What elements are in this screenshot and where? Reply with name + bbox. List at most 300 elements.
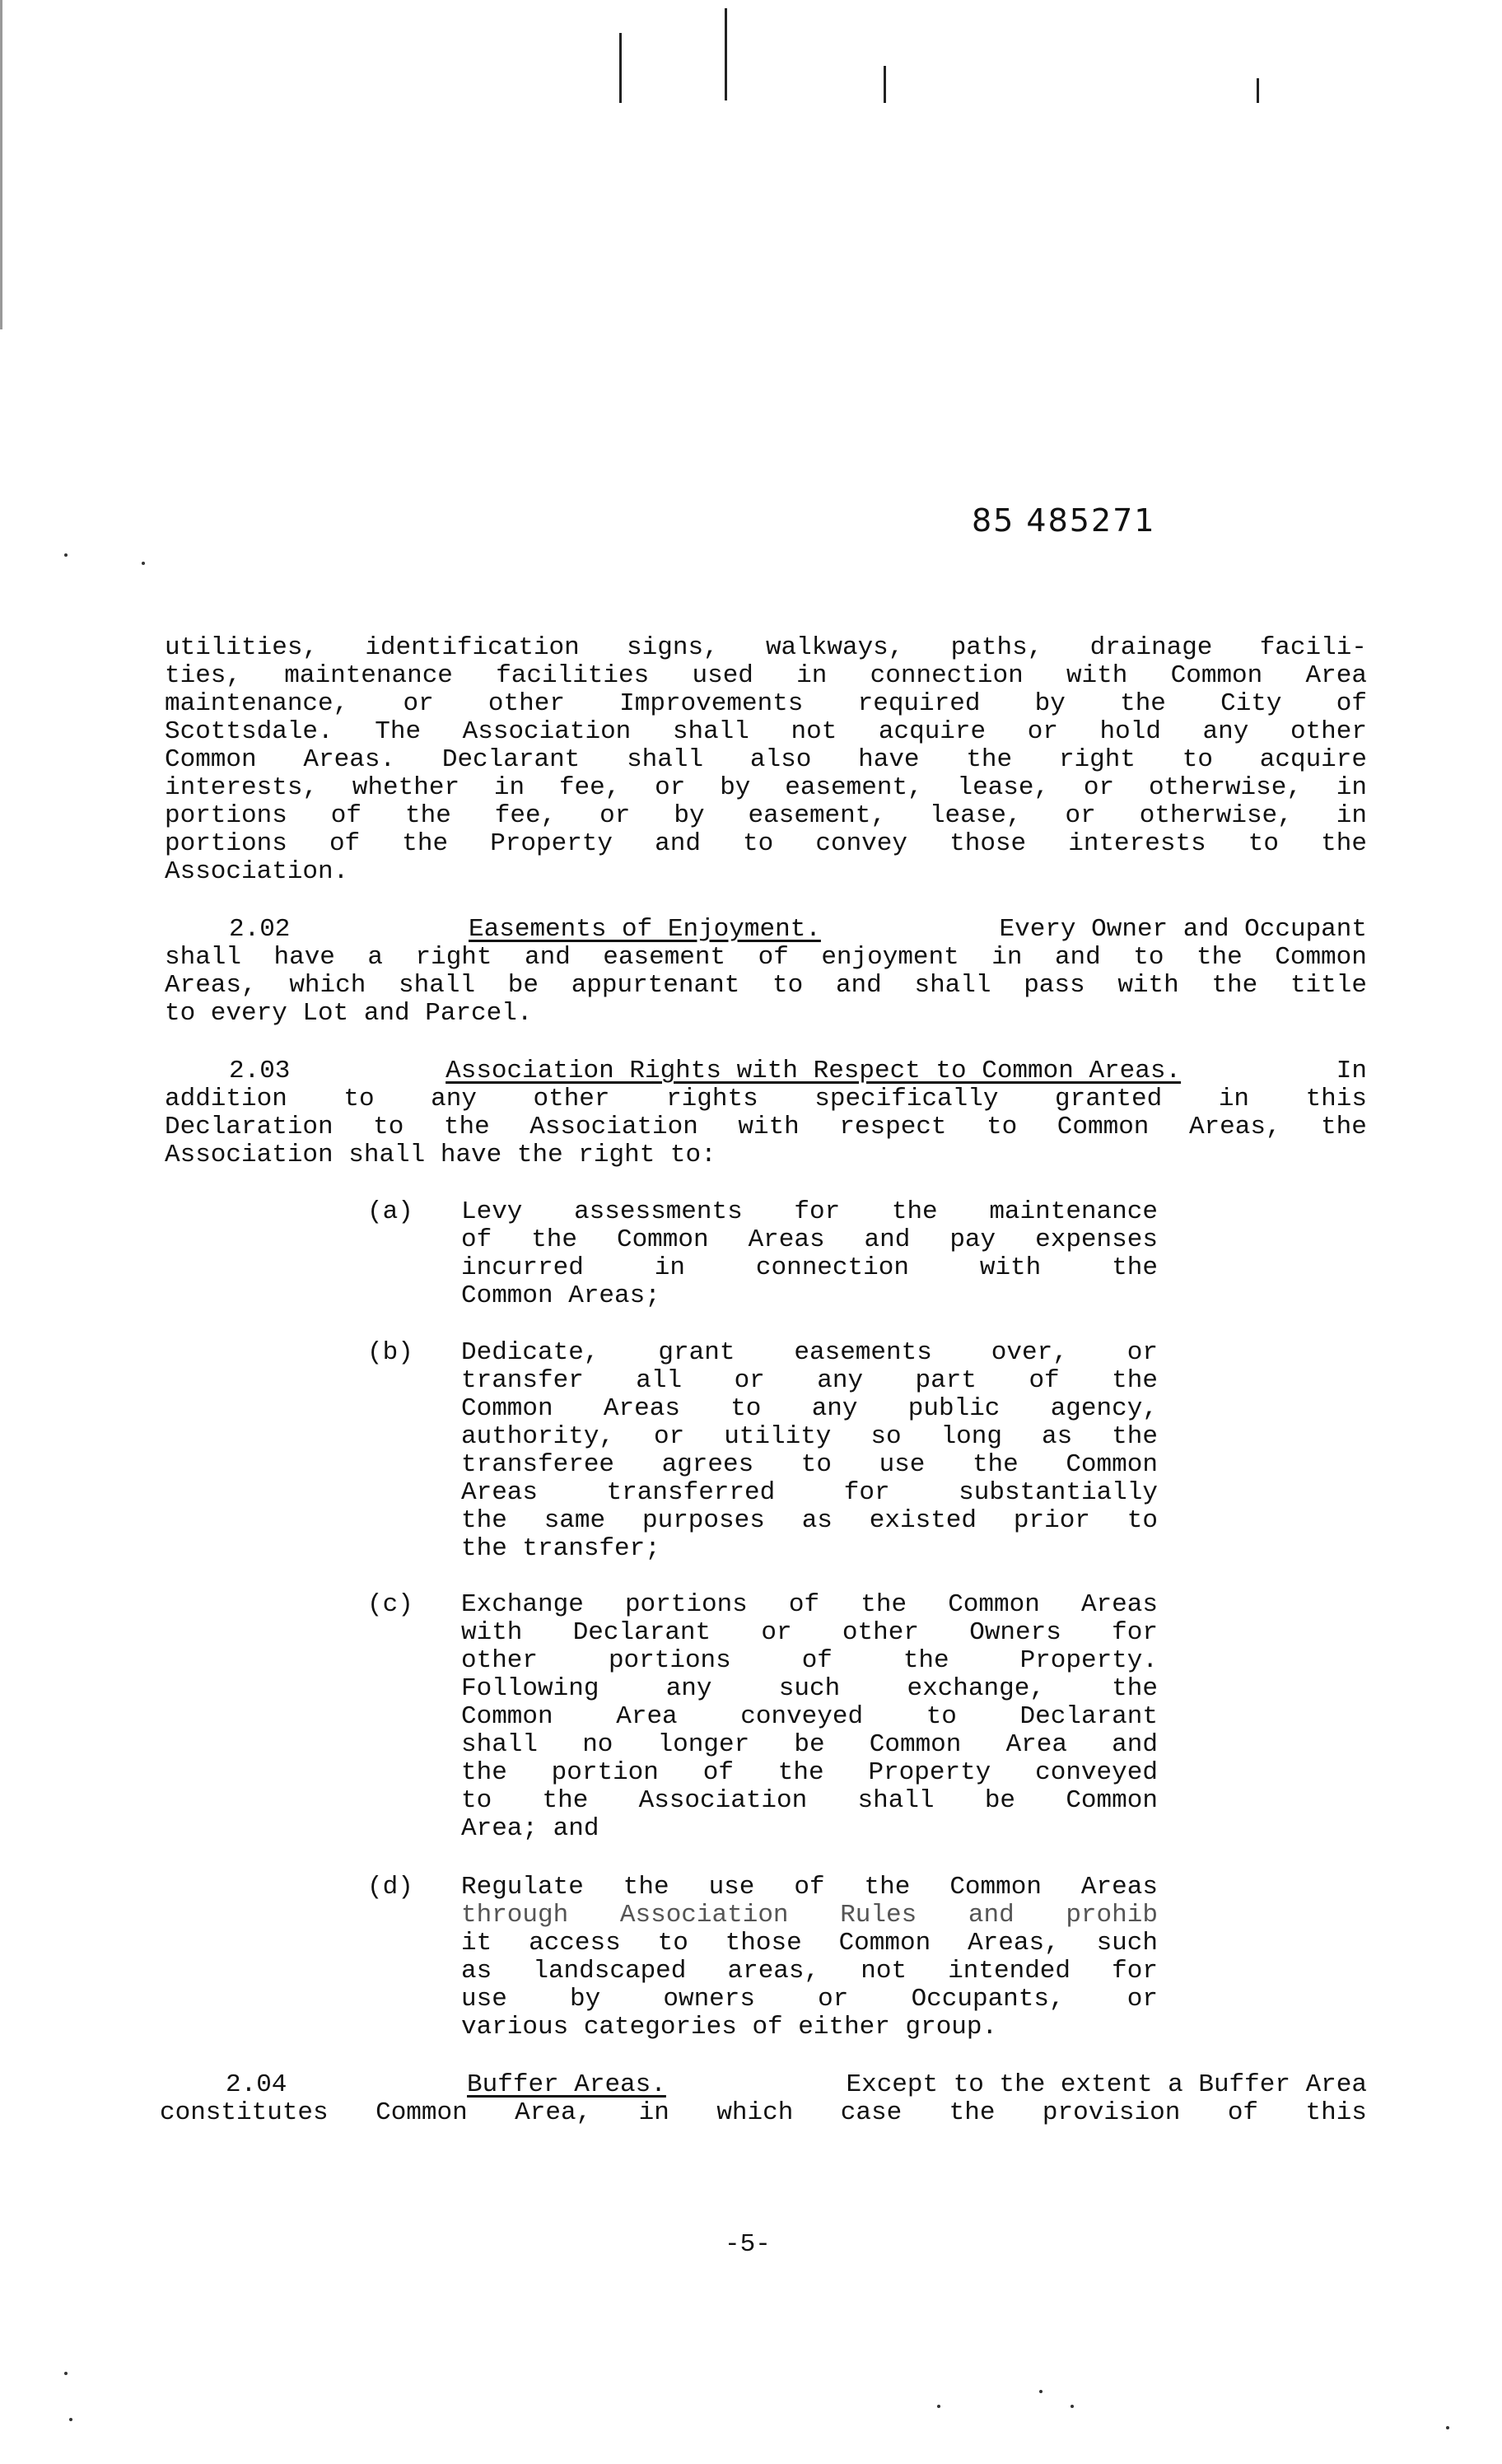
section-heading-line — [165, 916, 1367, 944]
word: Declarant — [441, 745, 581, 774]
word: title — [1290, 971, 1367, 1000]
word: to — [987, 1113, 1018, 1141]
word: and — [864, 1225, 911, 1254]
section-2-03 — [165, 1057, 1367, 1169]
word: to — [343, 1085, 375, 1113]
scan-mark — [884, 66, 886, 103]
word: to — [657, 1929, 688, 1958]
scan-edge — [0, 0, 2, 329]
word: over, — [991, 1338, 1068, 1367]
word: portions — [624, 1590, 748, 1619]
text-line: In — [1336, 1057, 1367, 1085]
word: Common — [1057, 1113, 1150, 1141]
word: landscaped — [533, 1957, 687, 1986]
word: connection — [755, 1253, 909, 1282]
text-line — [461, 1930, 1158, 1958]
text-line: to every Lot and Parcel. — [165, 999, 533, 1028]
word: easement — [603, 943, 726, 972]
word: Areas — [1080, 1873, 1158, 1902]
text-line — [461, 1703, 1158, 1731]
word: a — [367, 943, 384, 972]
word: right — [1058, 745, 1136, 774]
text-line — [165, 690, 1367, 718]
recording-number: 85 485271 — [972, 502, 1156, 539]
text-line — [461, 1619, 1158, 1647]
word: other — [842, 1618, 919, 1647]
text-line — [165, 1113, 1367, 1141]
text-line — [461, 1958, 1158, 1986]
text-line — [165, 774, 1367, 802]
word: transferred — [606, 1478, 776, 1507]
word: the — [1211, 971, 1258, 1000]
word: assessments — [574, 1197, 743, 1226]
word: right — [415, 943, 492, 972]
text-line — [461, 1647, 1158, 1675]
word: the — [777, 1758, 824, 1787]
word: the — [1120, 689, 1166, 718]
word: shall — [914, 971, 991, 1000]
word: signs, — [627, 633, 719, 662]
word: of — [330, 801, 362, 830]
subitem-body — [461, 1874, 1158, 2042]
subitem-label: (b) — [367, 1338, 413, 1367]
word: Areas, — [1188, 1113, 1281, 1141]
word: or — [1083, 773, 1115, 802]
scan-mark — [1257, 78, 1259, 103]
text-line: Association shall have the right to: — [165, 1141, 716, 1169]
word: shall — [165, 943, 242, 972]
text-line — [461, 1675, 1158, 1703]
word: conveyed — [1035, 1758, 1158, 1787]
word: which — [716, 2098, 794, 2127]
word: Common — [165, 745, 257, 774]
text-line — [165, 718, 1367, 746]
word: with — [738, 1113, 800, 1141]
word: for — [1112, 1618, 1158, 1647]
text-line — [461, 1591, 1158, 1619]
subitem-label: (d) — [367, 1873, 413, 1902]
word: connection — [870, 661, 1024, 690]
word: portions — [608, 1646, 731, 1675]
word: other — [533, 1085, 610, 1113]
word: grant — [658, 1338, 735, 1367]
word: the — [891, 1197, 938, 1226]
word: transferee — [461, 1450, 615, 1479]
word: or — [655, 773, 686, 802]
word: identification — [365, 633, 580, 662]
word: Areas. — [303, 745, 396, 774]
text-line — [461, 1339, 1158, 1367]
word: with — [1117, 971, 1179, 1000]
text-line — [461, 1451, 1158, 1479]
text-line: various categories of either group. — [461, 2013, 998, 2042]
section-2-04 — [160, 2071, 1367, 2127]
word: this — [1305, 1085, 1367, 1113]
word: for — [794, 1197, 841, 1226]
word: Owners — [969, 1618, 1061, 1647]
text-line — [461, 1254, 1158, 1282]
text-line — [165, 662, 1367, 690]
word: for — [843, 1478, 890, 1507]
scan-speck — [1039, 2390, 1043, 2393]
word: Common — [869, 1730, 962, 1759]
word: any — [1202, 717, 1249, 746]
text-line — [165, 634, 1367, 662]
word: any — [665, 1674, 712, 1703]
word: in — [1336, 801, 1367, 830]
text-line: Association. — [165, 857, 349, 886]
word: portions — [165, 829, 287, 858]
word: by — [1034, 689, 1066, 718]
word: Association — [619, 1901, 789, 1930]
word: lease, — [929, 801, 1022, 830]
word: substantially — [959, 1478, 1158, 1507]
word: interests, — [165, 773, 319, 802]
word: of — [758, 943, 789, 972]
word: public — [907, 1394, 1001, 1423]
word: City — [1220, 689, 1282, 718]
word: maintenance — [989, 1197, 1158, 1226]
word: shall — [857, 1786, 935, 1815]
word: of — [1227, 2098, 1259, 2127]
word: the — [864, 1873, 911, 1902]
text-line — [165, 802, 1367, 830]
word: be — [794, 1730, 825, 1759]
word: Occupants, — [911, 1985, 1065, 2014]
word: authority, — [461, 1422, 615, 1451]
text-line — [461, 1423, 1158, 1451]
scan-speck — [937, 2405, 940, 2408]
word: the — [903, 1646, 949, 1675]
word: Common — [948, 1590, 1040, 1619]
word: Property — [490, 829, 613, 858]
word: Property — [868, 1758, 991, 1787]
word: have — [858, 745, 920, 774]
section-heading-line — [165, 1057, 1367, 1085]
word: Association — [638, 1786, 808, 1815]
word: specifically — [814, 1085, 999, 1113]
word: appurtenant — [571, 971, 740, 1000]
word: the — [861, 1590, 907, 1619]
section-heading: Association Rights with Respect to Common Areas. — [445, 1057, 1182, 1085]
word: easement, — [748, 801, 886, 830]
word: to — [743, 829, 774, 858]
word: expenses — [1035, 1225, 1158, 1254]
scan-speck — [69, 2418, 72, 2421]
text-line — [461, 1479, 1158, 1507]
section-heading-line — [160, 2071, 1367, 2099]
text-line — [165, 972, 1367, 1000]
word: Area — [1305, 661, 1367, 690]
word: with — [1066, 661, 1128, 690]
word: through — [461, 1901, 569, 1930]
word: other — [1290, 717, 1367, 746]
word: Levy — [461, 1197, 523, 1226]
word: those — [725, 1929, 802, 1958]
word: conveyed — [740, 1702, 864, 1731]
word: Common — [376, 2098, 468, 2127]
word: shall — [672, 717, 749, 746]
word: to — [772, 971, 804, 1000]
word: Areas, — [165, 971, 257, 1000]
word: walkways, — [765, 633, 904, 662]
word: and — [835, 971, 882, 1000]
word: the — [443, 1113, 490, 1141]
word: or — [599, 801, 631, 830]
word: easement, — [785, 773, 923, 802]
word: fee, — [494, 801, 557, 830]
word: of — [461, 1225, 492, 1254]
word: addition — [165, 1085, 287, 1113]
word: the — [542, 1786, 589, 1815]
word: the — [1321, 1113, 1367, 1141]
word: other — [461, 1646, 539, 1675]
word: to — [730, 1394, 762, 1423]
text-line — [461, 1395, 1158, 1423]
subitem-label: (c) — [367, 1590, 413, 1619]
word: this — [1305, 2098, 1367, 2127]
word: Improvements — [619, 689, 804, 718]
word: access — [529, 1929, 621, 1958]
word: maintenance — [284, 661, 453, 690]
word: of — [329, 829, 361, 858]
word: the — [1112, 1366, 1158, 1395]
word: the — [461, 1758, 507, 1787]
word: as — [461, 1957, 492, 1986]
word: the — [1112, 1422, 1158, 1451]
word: Common — [1170, 661, 1263, 690]
word: in — [1336, 773, 1367, 802]
word: such — [778, 1674, 841, 1703]
word: which — [289, 971, 366, 1000]
word: Area — [616, 1702, 678, 1731]
text-line — [461, 1367, 1158, 1395]
text-line — [461, 1198, 1158, 1226]
word: Declaration — [165, 1113, 334, 1141]
word: ties, — [165, 661, 242, 690]
word: by — [720, 773, 751, 802]
word: Area, — [515, 2098, 592, 2127]
word: hold — [1099, 717, 1161, 746]
word: acquire — [878, 717, 987, 746]
text-line: Area; and — [461, 1814, 599, 1843]
word: Common — [949, 1873, 1042, 1902]
subitem-body — [461, 1591, 1158, 1843]
word: by — [569, 1985, 601, 2014]
word: have — [273, 943, 335, 972]
word: or — [1126, 1338, 1158, 1367]
word: granted — [1055, 1085, 1163, 1113]
word: the — [1112, 1253, 1158, 1282]
word: to — [461, 1786, 492, 1815]
word: Dedicate, — [461, 1338, 599, 1367]
subitem-body — [461, 1198, 1158, 1310]
word: agrees — [661, 1450, 754, 1479]
text-line: Except to the extent a Buffer Area — [846, 2070, 1367, 2099]
word: no — [582, 1730, 613, 1759]
scan-mark — [725, 8, 727, 100]
word: Association — [462, 717, 632, 746]
text-line — [160, 2099, 1367, 2127]
word: also — [749, 745, 812, 774]
word: shall — [461, 1730, 539, 1759]
word: not — [861, 1957, 907, 1986]
word: Areas — [1080, 1590, 1158, 1619]
word: transfer — [461, 1366, 584, 1395]
text-line — [461, 1507, 1158, 1535]
word: or — [1027, 717, 1058, 746]
word: the — [402, 829, 449, 858]
section-number: 2.03 — [229, 1057, 291, 1085]
word: enjoyment — [821, 943, 959, 972]
text-line: Every Owner and Occupant — [999, 915, 1367, 944]
word: by — [674, 801, 705, 830]
word: Association — [529, 1113, 698, 1141]
word: paths, — [950, 633, 1043, 662]
word: longer — [657, 1730, 750, 1759]
word: the — [966, 745, 1013, 774]
word: easements — [794, 1338, 932, 1367]
word: to — [1126, 1506, 1158, 1535]
word: owners — [663, 1985, 755, 2014]
word: or — [818, 1985, 849, 2014]
text-line — [461, 1731, 1158, 1759]
word: portion — [551, 1758, 659, 1787]
word: Areas — [603, 1394, 680, 1423]
word: as — [1041, 1422, 1073, 1451]
word: areas, — [727, 1957, 820, 1986]
word: any — [431, 1085, 477, 1113]
word: the — [949, 2098, 996, 2127]
word: such — [1096, 1929, 1158, 1958]
word: exchange, — [907, 1674, 1045, 1703]
word: utilities, — [165, 633, 319, 662]
word: shall — [399, 971, 476, 1000]
word: respect — [839, 1113, 947, 1141]
word: Common — [1066, 1450, 1158, 1479]
text-line — [461, 1874, 1158, 1902]
word: any — [817, 1366, 864, 1395]
word: of — [794, 1873, 825, 1902]
section-heading: Buffer Areas. — [467, 2070, 666, 2099]
word: maintenance, — [165, 689, 349, 718]
word: of — [788, 1590, 820, 1619]
word: of — [1336, 689, 1367, 718]
word: otherwise, — [1139, 801, 1293, 830]
word: convey — [815, 829, 907, 858]
text-line — [461, 1902, 1158, 1930]
word: fee, — [558, 773, 621, 802]
word: in — [796, 661, 828, 690]
text-line — [165, 746, 1367, 774]
section-number: 2.02 — [229, 915, 291, 944]
word: use — [708, 1873, 755, 1902]
word: provision — [1042, 2098, 1181, 2127]
word: utility — [724, 1422, 832, 1451]
word: agency, — [1050, 1394, 1158, 1423]
word: or — [654, 1422, 685, 1451]
word: all — [636, 1366, 683, 1395]
word: so — [870, 1422, 902, 1451]
word: facili- — [1259, 633, 1367, 662]
scan-speck — [64, 553, 68, 557]
word: constitutes — [160, 2098, 329, 2127]
word: same — [543, 1506, 606, 1535]
word: not — [791, 717, 837, 746]
word: drainage — [1089, 633, 1213, 662]
word: in — [638, 2098, 669, 2127]
word: the — [1196, 943, 1243, 972]
word: or — [1126, 1985, 1158, 2014]
word: Property. — [1019, 1646, 1158, 1675]
word: with — [461, 1618, 523, 1647]
section-number: 2.04 — [226, 2070, 287, 2099]
word: rights — [666, 1085, 758, 1113]
word: Areas, — [968, 1929, 1060, 1958]
word: to — [1133, 943, 1164, 972]
word: the — [1112, 1674, 1158, 1703]
text-line: Common Areas; — [461, 1281, 660, 1310]
word: purposes — [641, 1506, 765, 1535]
page-number: -5- — [725, 2230, 771, 2259]
word: the — [531, 1225, 577, 1254]
word: Areas — [748, 1225, 825, 1254]
scan-speck — [1446, 2426, 1449, 2429]
word: or — [1065, 801, 1096, 830]
word: otherwise, — [1148, 773, 1302, 802]
text-line — [461, 1986, 1158, 2014]
word: for — [1112, 1957, 1158, 1986]
word: other — [487, 689, 565, 718]
word: with — [979, 1253, 1042, 1282]
word: and — [655, 829, 701, 858]
word: Scottsdale. — [165, 717, 334, 746]
word: shall — [627, 745, 704, 774]
word: Following — [461, 1674, 599, 1703]
word: or — [761, 1618, 792, 1647]
word: The — [375, 717, 422, 746]
word: the — [404, 801, 451, 830]
word: required — [857, 689, 981, 718]
word: lease, — [957, 773, 1050, 802]
section-heading: Easements of Enjoyment. — [469, 915, 821, 944]
word: pay — [949, 1225, 996, 1254]
word: of — [702, 1758, 734, 1787]
word: Common — [1066, 1786, 1158, 1815]
word: be — [507, 971, 539, 1000]
word: it — [461, 1929, 492, 1958]
section-2-02 — [165, 916, 1367, 1028]
word: Exchange — [461, 1590, 584, 1619]
word: to — [1182, 745, 1213, 774]
word: interests — [1068, 829, 1206, 858]
word: portions — [165, 801, 287, 830]
text-line — [165, 1085, 1367, 1113]
intro-paragraph — [165, 634, 1367, 886]
scan-mark — [619, 33, 622, 103]
word: acquire — [1259, 745, 1367, 774]
word: in — [654, 1253, 685, 1282]
word: or — [734, 1366, 765, 1395]
word: and — [1112, 1730, 1158, 1759]
word: the — [461, 1506, 507, 1535]
word: those — [949, 829, 1027, 858]
word: the — [972, 1450, 1019, 1479]
word: to — [926, 1702, 957, 1731]
word: Declarant — [1019, 1702, 1158, 1731]
word: and — [968, 1901, 1015, 1930]
word: existed — [869, 1506, 977, 1535]
